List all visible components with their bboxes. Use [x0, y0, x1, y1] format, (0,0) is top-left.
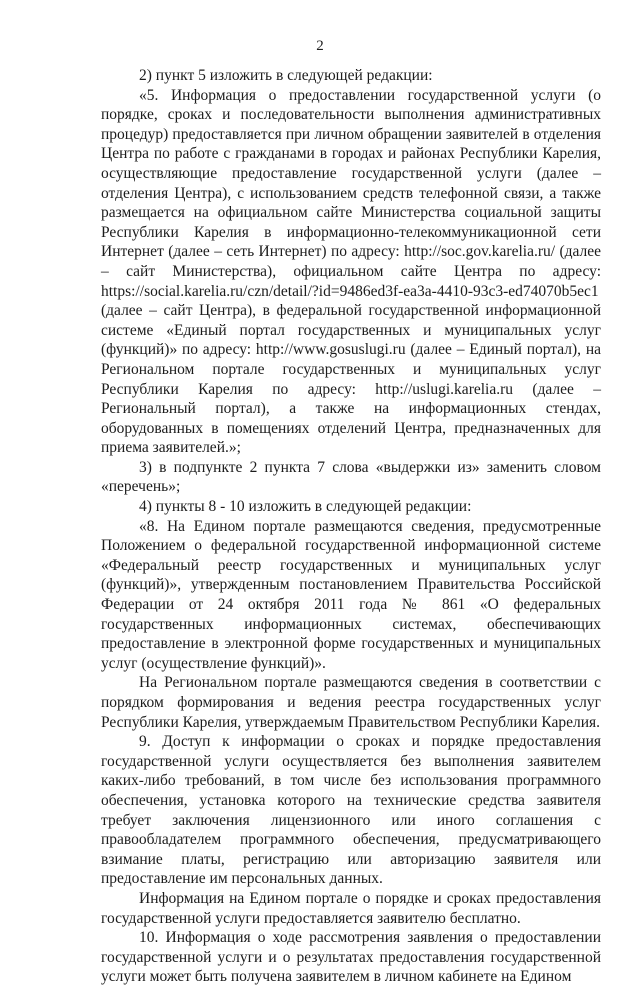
paragraph-item-2: 2) пункт 5 изложить в следующей редакции: — [139, 67, 433, 84]
paragraph-point-9: 9. Доступ к информации о сроках и порядке предоставления государственной услуги осуществляется без выполнения заявителем каких-либо требований, в том числе без использования программного обеспечения, установка которого на технические средства заявителя требует заключения лицензионного или иного соглашения с правообладателем программного обеспечения, предусматривающего взимание платы, регистрацию или авторизацию заявителя или предоставление им персональных данных. — [101, 733, 601, 888]
paragraph-point-10: 10. Информация о ходе рассмотрения заявления о предоставлении государственной услуги и о результатах предоставления государственной услуги может быть получена заявителем в личном кабинете на Едином — [101, 929, 601, 986]
paragraph-free-info: Информация на Едином портале о порядке и сроках предоставления государственной услуги предоставляется заявителю бесплатно. — [101, 889, 601, 927]
paragraph-point-8: «8. На Едином портале размещаются сведения, предусмотренные Положением о федеральной государственной информационной системе «Федеральный реестр государственных и муниципальных услуг (функций)», утвержденным постановлением Правительства Российской Федерации от 24 октября 2011 года № 861 «О федеральных государственных информационных системах, обеспечивающих предоставление в электронной форме государственных и муниципальных услуг (осуществление функций)». — [101, 517, 601, 672]
paragraph-point-5: «5. Информация о предоставлении государственной услуги (о порядке, сроках и последовательности выполнения административных процедур) предоставляется при личном обращении заявителей в отделения Центра по работе с гражданами в городах и районах Республики Карелия, осуществляющие предоставление государственной услуги (далее – отделения Центра), с использованием средств телефонной связи, а также размещается на официальном сайте Министерства социальной защиты Республики Карелия в информационно-телекоммуникационной сети Интернет (далее – сеть Интернет) по адресу: http://soc.gov.karelia.ru/ (далее – сайт Министерства), официальном сайте Центра по адресу: https://social.karelia.ru/czn/detail/?id=9486ed3f-ea3a-4410-93c3-ed74070b5ec1 (далее – сайт Центра), в федеральной государственной информационной системе «Единый портал государственных и муниципальных услуг (функций)» по адресу: http://www.gosuslugi.ru (далее – Единый портал), на Региональном портале государственных и муниципальных услуг Республики Карелия по адресу: http://uslugi.karelia.ru (далее – Региональный портал), а также на информационных стендах, оборудованных в помещениях отделений Центра, предназначенных для приема заявителей.»; — [101, 86, 601, 457]
paragraph-item-4: 4) пункты 8 - 10 изложить в следующей редакции: — [139, 498, 472, 516]
paragraph-item-3: 3) в подпункте 2 пункта 7 слова «выдержки из» заменить словом «перечень»; — [101, 458, 601, 496]
page-number: 2 — [316, 38, 324, 54]
document-body — [101, 66, 601, 987]
paragraph-regional-portal: На Региональном портале размещаются сведения в соответствии с порядком формирования и ведения реестра государственных услуг Республики Карелия, утверждаемым Правительством Республики Карелия. — [101, 674, 601, 731]
